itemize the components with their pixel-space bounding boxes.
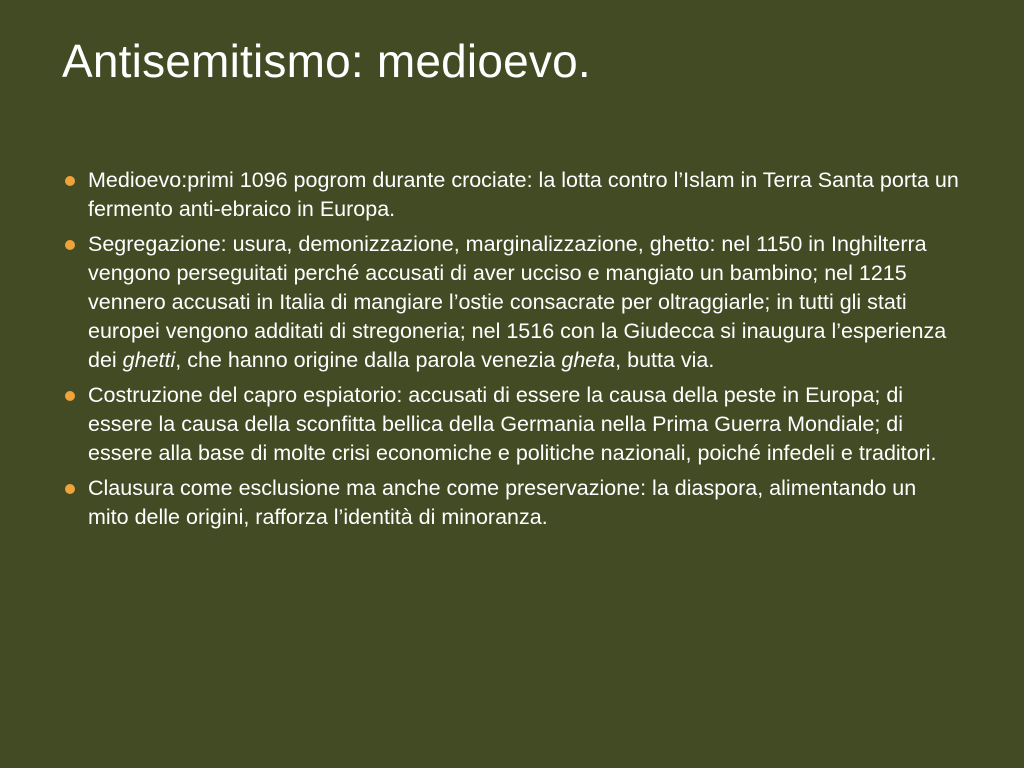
bullet-dot-icon [65, 240, 75, 250]
bullet-item-capro-espiatorio [62, 381, 962, 468]
bullet-text: Segregazione: usura, demonizzazione, marginalizzazione, ghetto: nel 1150 in Inghilterra vengono perseguitati perché accusati di aver ucciso e mangiato un bambino; nel 1215 vennero accusati in Italia di mangiare l’ostie consacrate per oltraggiarle; in tutti gli stati europei vengono additati di stregoneria; nel 1516 con la Giudecca si inaugura l’esperienza dei [88, 232, 947, 372]
bullet-item-clausura [62, 474, 962, 532]
bullet-list [62, 166, 962, 538]
bullet-dot-icon [65, 391, 75, 401]
italic-word-gheta: gheta [561, 348, 616, 372]
bullet-item-segregazione [62, 230, 962, 375]
bullet-text: Medioevo:primi 1096 pogrom durante crociate: la lotta contro l’Islam in Terra Santa porta un fermento anti-ebraico in Europa. [88, 168, 959, 221]
bullet-text-middle: , che hanno origine dalla parola venezia [175, 348, 562, 372]
bullet-text: Costruzione del capro espiatorio: accusati di essere la causa della peste in Europa; di essere la causa della sconfitta bellica della Germania nella Prima Guerra Mondiale; di essere alla base di molte crisi economiche e politiche nazionali, poiché infedeli e traditori. [88, 383, 937, 465]
italic-word-ghetti: ghetti [122, 348, 176, 372]
slide-title: Antisemitismo: medioevo. [62, 35, 591, 87]
bullet-item-medioevo [62, 166, 962, 224]
bullet-text: Clausura come esclusione ma anche come preservazione: la diaspora, alimentando un mito delle origini, rafforza l’identità di minoranza. [88, 476, 917, 529]
bullet-dot-icon [65, 484, 75, 494]
bullet-dot-icon [65, 176, 75, 186]
bullet-text-end: , butta via. [615, 348, 715, 372]
